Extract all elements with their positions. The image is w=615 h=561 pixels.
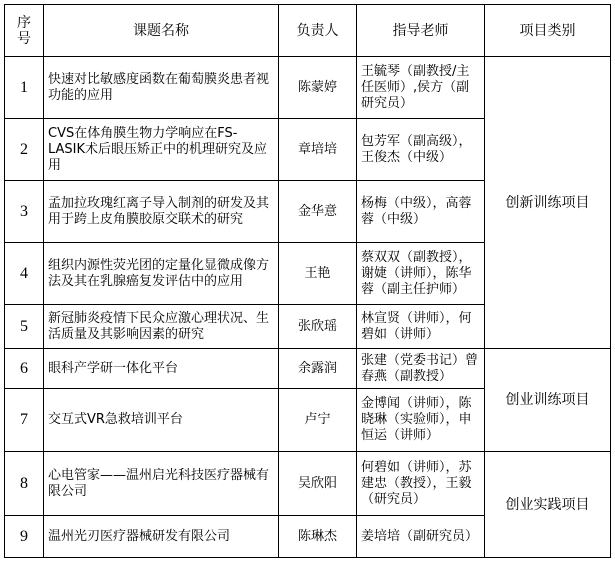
header-no: 序号 [5, 5, 44, 57]
project-leader: 余露润 [279, 349, 357, 389]
project-leader: 金华意 [279, 181, 357, 243]
header-category: 项目类别 [485, 5, 611, 57]
project-title: 孟加拉玫瑰红离子导入制剂的研发及其用于跨上皮角膜胶原交联术的研究 [44, 181, 279, 243]
category-entrepreneurship-practice: 创业实践项目 [485, 452, 611, 558]
project-leader: 卢宁 [279, 389, 357, 452]
project-title: CVS在体角膜生物力学响应在FS-LASIK术后眼压矫正中的机理研究及应用 [44, 119, 279, 181]
project-advisor: 金博闻（讲师），陈晓琳（实验师），申恒运（讲师） [357, 389, 485, 452]
row-number: 7 [5, 389, 44, 452]
project-advisor: 林宣贤（讲师），何碧如（讲师） [357, 305, 485, 349]
project-title: 交互式VR急救培训平台 [44, 389, 279, 452]
project-advisor: 杨梅（中级），高蓉蓉（中级） [357, 181, 485, 243]
project-title: 新冠肺炎疫情下民众应激心理状况、生活质量及其影响因素的研究 [44, 305, 279, 349]
project-advisor: 包芳军（副高级），王俊杰（中级） [357, 119, 485, 181]
header-title: 课题名称 [44, 5, 279, 57]
project-title: 组织内源性荧光团的定量化显微成像方法及其在乳腺癌复发评估中的应用 [44, 243, 279, 305]
project-leader: 吴欣阳 [279, 452, 357, 516]
row-number: 2 [5, 119, 44, 181]
project-leader: 陈蒙婷 [279, 57, 357, 119]
project-title: 心电管家——温州启光科技医疗器械有限公司 [44, 452, 279, 516]
project-leader: 陈琳杰 [279, 516, 357, 558]
category-innovation-training: 创新训练项目 [485, 57, 611, 349]
project-table [4, 4, 611, 558]
category-entrepreneurship-training: 创业训练项目 [485, 349, 611, 452]
header-advisor: 指导老师 [357, 5, 485, 57]
project-leader: 张欣瑶 [279, 305, 357, 349]
project-advisor: 王毓琴（副教授/主任医师）,侯方（副研究员） [357, 57, 485, 119]
header-leader: 负责人 [279, 5, 357, 57]
project-advisor: 何碧如（讲师），苏建忠（教授），王毅（研究员） [357, 452, 485, 516]
project-leader: 章培培 [279, 119, 357, 181]
project-advisor: 张建（党委书记）曾春燕（副教授） [357, 349, 485, 389]
row-number: 4 [5, 243, 44, 305]
project-title: 快速对比敏感度函数在葡萄膜炎患者视功能的应用 [44, 57, 279, 119]
table-row [5, 349, 611, 389]
project-leader: 王艳 [279, 243, 357, 305]
row-number: 6 [5, 349, 44, 389]
header-row [5, 5, 611, 57]
table-row [5, 452, 611, 516]
row-number: 8 [5, 452, 44, 516]
row-number: 3 [5, 181, 44, 243]
row-number: 9 [5, 516, 44, 558]
project-advisor: 姜培培（副研究员） [357, 516, 485, 558]
table-row [5, 57, 611, 119]
project-advisor: 蔡双双（副教授），谢婕（讲师），陈华蓉（副主任护师） [357, 243, 485, 305]
project-title: 眼科产学研一体化平台 [44, 349, 279, 389]
row-number: 5 [5, 305, 44, 349]
project-title: 温州光刃医疗器械研发有限公司 [44, 516, 279, 558]
row-number: 1 [5, 57, 44, 119]
